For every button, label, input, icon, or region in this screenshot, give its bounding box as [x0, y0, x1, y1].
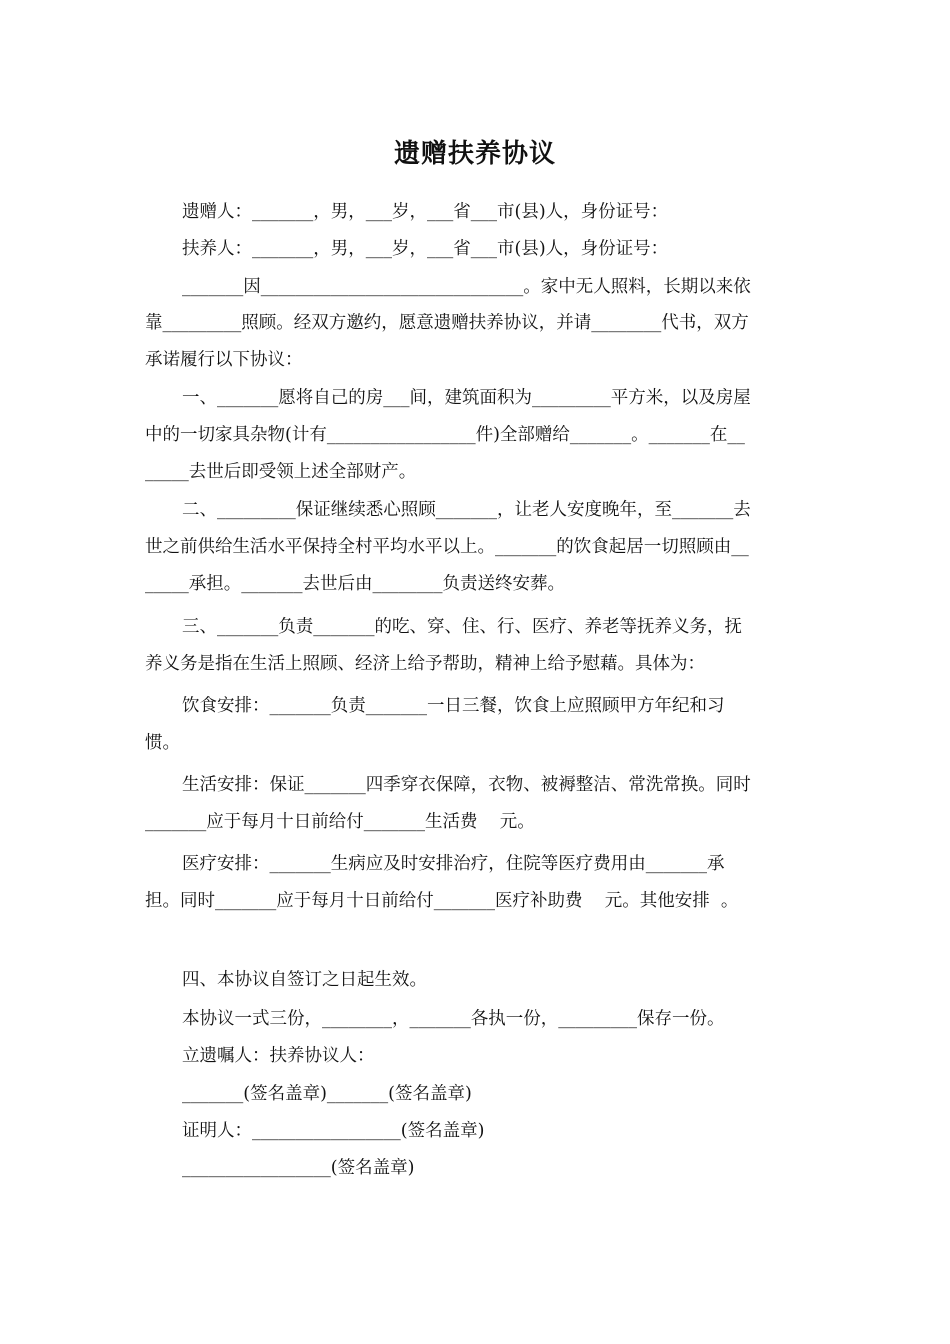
clause-1-line-1: 一、_______愿将自己的房___间，建筑面积为_________平方米，以及房屋 — [182, 388, 751, 408]
medical-line-1: 医疗安排：_______生病应及时安排治疗，住院等医疗费用由_______承 — [182, 854, 725, 874]
testator-info-line: 遗赠人：_______，男，___岁，___省___市(县)人，身份证号： — [182, 202, 669, 222]
diet-line-2: 惯。 — [145, 733, 180, 753]
copies-line: 本协议一式三份，________，_______各执一份，_________保存一份。 — [182, 1009, 725, 1029]
supporter-info-line: 扶养人：_______，男，___岁，___省___市(县)人，身份证号： — [182, 239, 669, 259]
clause-4-line: 四、本协议自签订之日起生效。 — [182, 970, 427, 990]
witness-line: 证明人：_________________(签名盖章) — [182, 1121, 485, 1141]
witness-signature-line: _________________(签名盖章) — [182, 1158, 415, 1178]
document-title: 遗赠扶养协议 — [393, 139, 556, 169]
preamble-line-1: _______因______________________________。家中无人照料，长期以来依 — [182, 277, 751, 297]
diet-line-1: 饮食安排：_______负责_______一日三餐，饮食上应照顾甲方年纪和习 — [182, 696, 725, 716]
medical-line-2: 担。同时_______应于每月十日前给付_______医疗补助费 元。其他安排 。 — [145, 891, 739, 911]
clause-2-line-3: _____承担。_______去世后由________负责送终安葬。 — [145, 574, 565, 594]
preamble-line-2: 靠_________照顾。经双方邀约，愿意遗赠扶养协议，并请________代书，双方 — [145, 313, 749, 333]
signatories-line: 立遗嘱人：扶养协议人： — [182, 1046, 375, 1066]
clause-3-line-1: 三、_______负责_______的吃、穿、住、行、医疗、养老等抚养义务，抚 — [182, 617, 742, 637]
living-line-2: _______应于每月十日前给付_______生活费 元。 — [145, 812, 535, 832]
clause-1-line-3: _____去世后即受领上述全部财产。 — [145, 462, 417, 482]
signature-line-1: _______(签名盖章)_______(签名盖章) — [182, 1084, 472, 1104]
clause-2-line-1: 二、_________保证继续悉心照顾_______，让老人安度晚年，至_______去 — [182, 500, 751, 520]
preamble-line-3: 承诺履行以下协议： — [145, 350, 303, 370]
clause-3-line-2: 养义务是指在生活上照顾、经济上给予帮助，精神上给予慰藉。具体为： — [145, 654, 705, 674]
living-line-1: 生活安排：保证_______四季穿衣保障，衣物、被褥整洁、常洗常换。同时 — [182, 775, 751, 795]
clause-2-line-2: 世之前供给生活水平保持全村平均水平以上。_______的饮食起居一切照顾由__ — [145, 537, 749, 557]
clause-1-line-2: 中的一切家具杂物(计有_________________件)全部赠给_______。_______在__ — [145, 425, 745, 445]
